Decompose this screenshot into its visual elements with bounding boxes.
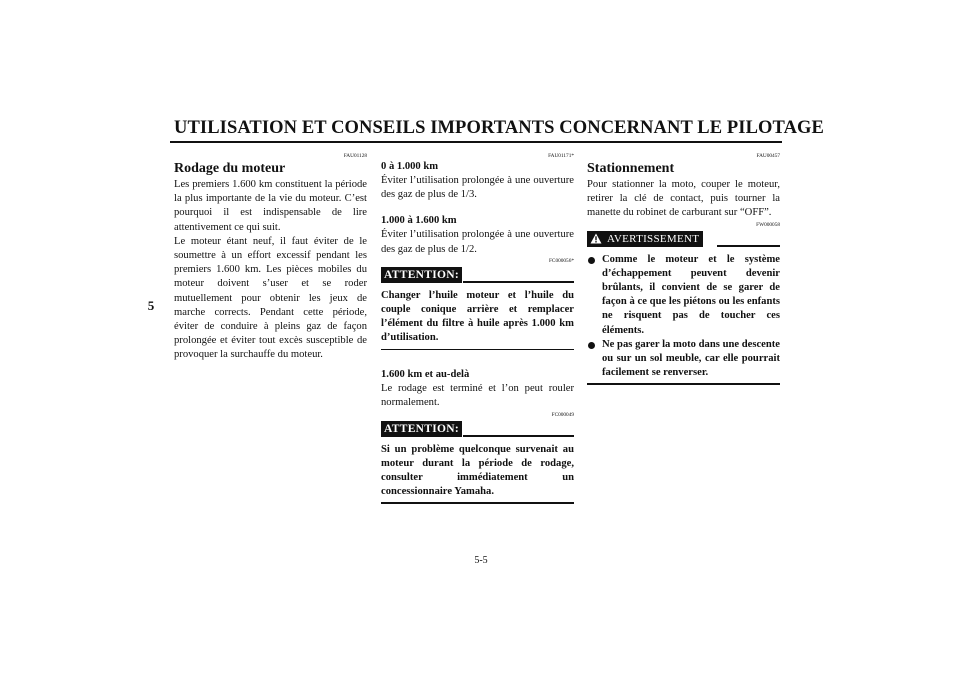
attention-label: ATTENTION: [381,267,462,283]
header-rule [170,141,782,143]
warning-end-rule [587,383,780,385]
warning-bullet-text: Ne pas garer la moto dans une descente ou sur un sol meuble, car elle pourrait facilement se renverser. [602,338,780,379]
paragraph: Le moteur étant neuf, il faut éviter de le soumettre à un effort excessif pendant les premiers 1.600 km. Les pièces mobiles du moteur doivent s’user et se roder mutuellement pour obtenir les jeux de marche corrects. Pendant cette période, éviter de conduire à pleins gaz de façon prolongée et éviter tout excès susceptible de provoquer la surchauffe du moteur. [174,235,367,361]
paragraph: Le rodage est terminé et l’on peut rouler normalement. [381,383,574,409]
attention-header [381,267,574,285]
subheading-1600-plus: 1.600 km et au-delà [381,369,470,381]
subheading-0-1000: 0 à 1.000 km [381,161,439,172]
attention-rule [463,281,574,283]
attention-rule [463,435,574,437]
warning-label-box [587,231,703,247]
paragraph: Éviter l’utilisation prolongée à une ouverture des gaz de plus de 1/2. [381,229,574,255]
warning-bullet [587,253,780,338]
reference-code: FW000058 [756,221,780,228]
reference-code: FAU01171* [548,153,574,159]
page-header-title: UTILISATION ET CONSEILS IMPORTANTS CONCERNANT LE PILOTAGE [174,118,824,138]
paragraph: Les premiers 1.600 km constituent la période la plus importante de la vie du moteur. C’est pourquoi il est indispensable de lire attentivement ce qui suit. [174,179,367,233]
warning-header [587,231,780,249]
reference-code: FC000056* [548,257,574,264]
page-number: 5-5 [474,555,488,566]
reference-code: FAU01128 [343,153,367,159]
attention-header [381,421,574,439]
paragraph: Pour stationner la moto, couper le moteur, retirer la clé de contact, puis tourner la manette du robinet de carburant sur “OFF”. [587,179,780,219]
column-break-in-stages [381,152,574,504]
section-heading-parking: Stationnement [587,161,675,176]
reference-code: FAU00457 [756,153,780,159]
attention-end-rule [381,502,574,504]
warning-triangle-icon [590,233,602,244]
warning-bullet-text: Comme le moteur et le système d’échappement peuvent devenir brûlants, il convient de se garer de façon à ce que les piétons ou les enfants ne risquent pas de toucher ces éléments. [602,253,780,336]
bullet-dot [588,342,595,349]
section-heading-break-in: Rodage du moteur [174,161,286,176]
chapter-tab: 5 [147,298,155,313]
warning-label: AVERTISSEMENT [607,232,700,245]
bullet-dot [588,257,595,264]
attention-text: Si un problème quelconque survenait au moteur durant la période de rodage, consulter immédiatement un concessionnaire Yamaha. [381,443,574,498]
paragraph: Éviter l’utilisation prolongée à une ouverture des gaz de plus de 1/3. [381,175,574,201]
attention-text: Changer l’huile moteur et l’huile du couple conique arrière et remplacer l’élément du filtre à huile après 1.000 km d’utilisation. [381,289,574,344]
reference-code: FC000049 [551,411,574,418]
warning-bullet [587,338,780,381]
attention-label: ATTENTION: [381,421,462,437]
column-parking [587,152,780,385]
column-break-in [174,152,367,363]
warning-rule [717,245,780,247]
subheading-1000-1600: 1.000 à 1.600 km [381,215,457,227]
